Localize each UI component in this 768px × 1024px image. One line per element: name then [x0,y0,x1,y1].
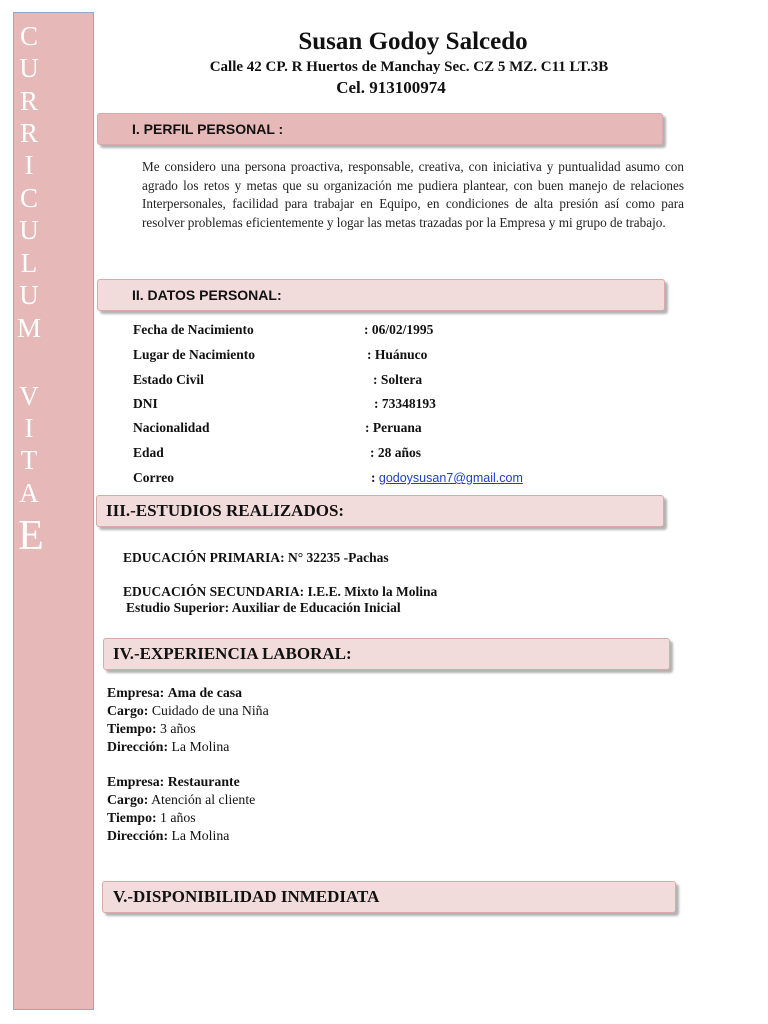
education-higher: Estudio Superior: Auxiliar de Educación Inicial [126,600,401,615]
section-disponibilidad-title: V.-DISPONIBILIDAD INMEDIATA [113,887,380,906]
sidebar-letter: M [16,313,41,343]
job-time-label: Tiempo: [107,810,157,825]
personal-data-label: Edad [133,445,164,460]
job-company: Restaurante [167,774,240,789]
personal-data-value: : Peruana [365,420,422,435]
job-time: 1 años [160,810,196,825]
job-company-label: Empresa: [107,774,165,789]
section-datos-header [97,279,665,311]
job-entry [107,684,269,756]
sidebar-letter: V [19,381,39,411]
job-role-label: Cargo: [107,703,149,718]
sidebar-letter: C [19,21,38,51]
section-perfil-header [97,113,663,145]
job-address-label: Dirección: [107,828,169,843]
email-prefix: : [371,470,379,485]
job-time: 3 años [160,721,196,736]
section-disponibilidad-header [102,881,676,913]
sidebar-letter: U [19,53,39,83]
personal-data-label: Lugar de Nacimiento [133,347,255,362]
personal-data-label: Nacionalidad [133,420,210,435]
sidebar-letter: U [19,280,39,310]
personal-data-label: Correo [133,470,174,485]
sidebar-letter: L [20,248,38,278]
personal-data-value: : Huánuco [367,347,428,362]
sidebar-letter: R [19,118,38,148]
section-estudios-title: III.-ESTUDIOS REALIZADOS: [106,501,345,520]
section-estudios-header [96,495,664,527]
job-time-label: Tiempo: [107,721,157,736]
sidebar-letter: I [24,150,34,180]
job-role: Cuidado de una Niña [151,703,269,718]
section-experiencia-title: IV.-EXPERIENCIA LABORAL: [113,644,352,663]
personal-data-label: Estado Civil [133,372,204,387]
personal-data-label: DNI [133,396,158,411]
section-datos-title: II. DATOS PERSONAL: [132,287,282,303]
personal-data-label: Fecha de Nacimiento [133,322,254,337]
sidebar-letter: A [19,478,39,508]
candidate-address: Calle 42 CP. R Huertos de Manchay Sec. CZ 5 MZ. C11 LT.3B [209,59,609,75]
section-perfil-title: I. PERFIL PERSONAL : [132,121,284,137]
personal-data-value [371,470,523,486]
sidebar-letter: I [24,413,34,443]
sidebar-letter: R [19,86,38,116]
job-address: La Molina [171,739,230,754]
job-address-label: Dirección: [107,739,169,754]
job-entry [107,773,255,845]
job-address: La Molina [171,828,230,843]
job-role: Atención al cliente [151,792,256,807]
candidate-name: Susan Godoy Salcedo [298,28,528,55]
candidate-phone: Cel. 913100974 [336,78,446,97]
education-primary: EDUCACIÓN PRIMARIA: N° 32235 -Pachas [123,550,389,565]
job-role-label: Cargo: [107,792,149,807]
section-experiencia-header [103,638,670,670]
job-company: Ama de casa [167,685,243,700]
personal-data-value: : 06/02/1995 [364,322,434,337]
job-company-label: Empresa: [107,685,165,700]
profile-paragraph: Me considero una persona proactiva, responsable, creativa, con iniciativa y puntualidad asumo con agrado los retos y metas que su organización me pudiera plantear, con buen manejo de relaciones Interpersonales, facilidad para trabajar en Equipo, en condiciones de alta presión así como para resolver problemas eficientemente y logar las metas trazadas por la Empresa y mi grupo de trabajo. [142,159,684,230]
personal-data-value: : Soltera [373,372,423,387]
sidebar-letter: T [20,445,38,475]
email-link[interactable]: godoysusan7@gmail.com [378,471,523,485]
sidebar-title-bar [13,12,94,1010]
sidebar-letter: C [19,183,38,213]
sidebar-letter: U [19,215,39,245]
education-secondary: EDUCACIÓN SECUNDARIA: I.E.E. Mixto la Molina [123,584,438,599]
personal-data-value: : 73348193 [374,396,436,411]
sidebar-letter: E [18,513,44,559]
personal-data-value: : 28 años [370,445,422,460]
